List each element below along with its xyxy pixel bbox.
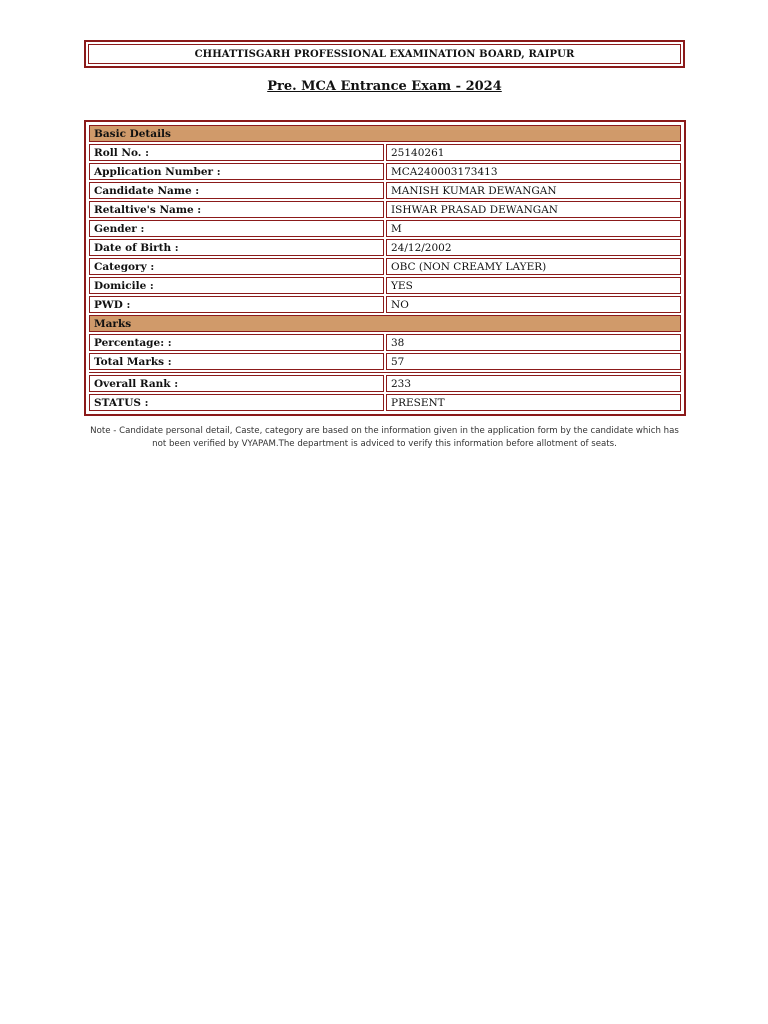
divider-line bbox=[89, 372, 681, 373]
gender-value: M bbox=[386, 220, 681, 237]
total-marks-value: 57 bbox=[386, 353, 681, 370]
category-label: Category : bbox=[89, 258, 384, 275]
candidate-name-label: Candidate Name : bbox=[89, 182, 384, 199]
date-of-birth-label: Date of Birth : bbox=[89, 239, 384, 256]
table-row-date-of-birth bbox=[89, 239, 681, 256]
table-row-application-number bbox=[89, 163, 681, 180]
table-row-roll-no bbox=[89, 144, 681, 161]
gender-label: Gender : bbox=[89, 220, 384, 237]
relative-name-label: Retaltive's Name : bbox=[89, 201, 384, 218]
table-row-total-marks bbox=[89, 353, 681, 370]
percentage-label: Percentage: : bbox=[89, 334, 384, 351]
category-value: OBC (NON CREAMY LAYER) bbox=[386, 258, 681, 275]
table-row-domicile bbox=[89, 277, 681, 294]
application-number-label: Application Number : bbox=[89, 163, 384, 180]
pwd-value: NO bbox=[386, 296, 681, 313]
application-number-value: MCA240003173413 bbox=[386, 163, 681, 180]
domicile-value: YES bbox=[386, 277, 681, 294]
table-row-category bbox=[89, 258, 681, 275]
roll-no-label: Roll No. : bbox=[89, 144, 384, 161]
status-label: STATUS : bbox=[89, 394, 384, 411]
table-row-candidate-name bbox=[89, 182, 681, 199]
table-row-overall-rank bbox=[89, 375, 681, 392]
result-card bbox=[84, 120, 686, 416]
exam-title: Pre. MCA Entrance Exam - 2024 bbox=[267, 79, 502, 94]
roll-no-value: 25140261 bbox=[386, 144, 681, 161]
date-of-birth-value: 24/12/2002 bbox=[386, 239, 681, 256]
section-header-basic-details: Basic Details bbox=[89, 125, 681, 142]
board-header bbox=[84, 40, 685, 68]
relative-name-value: ISHWAR PRASAD DEWANGAN bbox=[386, 201, 681, 218]
section-header-marks: Marks bbox=[89, 315, 681, 332]
table-row-pwd bbox=[89, 296, 681, 313]
disclaimer-note: Note - Candidate personal detail, Caste, category are based on the information given in the application form by the candidate which has not been verified by VYAPAM.The department is adviced to verify this information before allotment of seats. bbox=[90, 426, 679, 449]
status-value: PRESENT bbox=[386, 394, 681, 411]
section-divider bbox=[89, 372, 681, 373]
overall-rank-label: Overall Rank : bbox=[89, 375, 384, 392]
table-row-percentage bbox=[89, 334, 681, 351]
section-row-basic-details bbox=[89, 125, 681, 142]
overall-rank-value: 233 bbox=[386, 375, 681, 392]
domicile-label: Domicile : bbox=[89, 277, 384, 294]
table-row-gender bbox=[89, 220, 681, 237]
section-row-marks bbox=[89, 315, 681, 332]
result-table bbox=[87, 123, 683, 413]
pwd-label: PWD : bbox=[89, 296, 384, 313]
table-row-relative-name bbox=[89, 201, 681, 218]
table-row-status bbox=[89, 394, 681, 411]
total-marks-label: Total Marks : bbox=[89, 353, 384, 370]
candidate-name-value: MANISH KUMAR DEWANGAN bbox=[386, 182, 681, 199]
board-name: CHHATTISGARH PROFESSIONAL EXAMINATION BOARD, RAIPUR bbox=[88, 44, 681, 64]
percentage-value: 38 bbox=[386, 334, 681, 351]
